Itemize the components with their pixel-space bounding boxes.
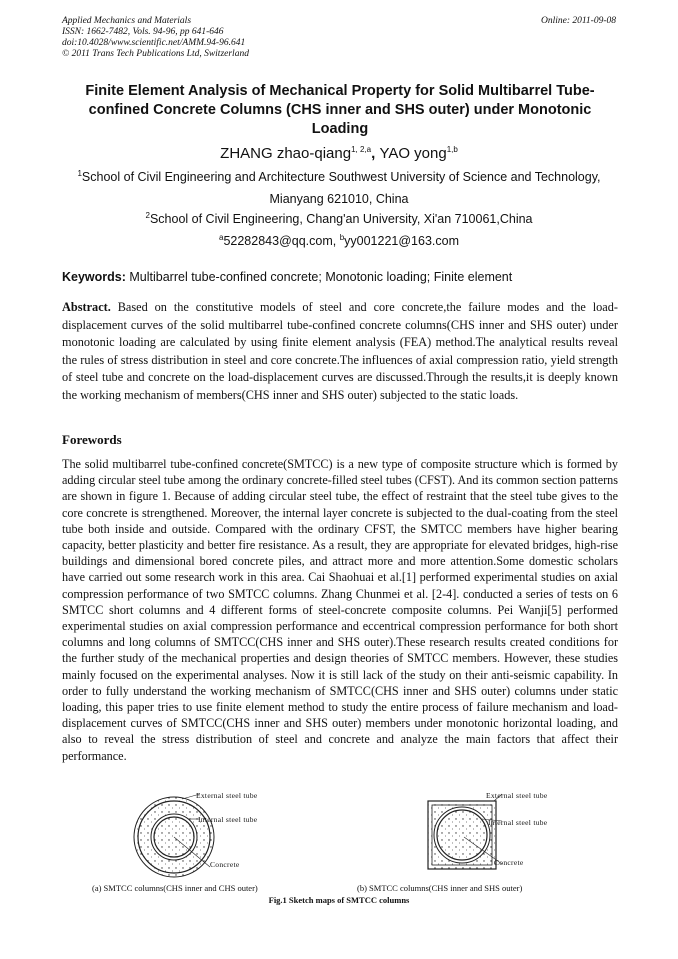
affiliation-2-sup: 2 xyxy=(145,210,150,220)
keywords-label: Keywords: xyxy=(62,270,126,284)
email-a-sup: a xyxy=(219,232,224,242)
email-b-sup: b xyxy=(339,232,345,242)
affiliation-2-text: School of Civil Engineering, Chang'an University, Xi'an 710061,China xyxy=(149,212,533,226)
page-header xyxy=(62,16,616,60)
email-a: 52282843@qq.com, xyxy=(223,234,340,248)
author-1-sup: 1, 2,a xyxy=(351,145,372,154)
abstract-label: Abstract. xyxy=(62,300,111,314)
label-b-concrete: Concrete xyxy=(494,858,524,867)
section-body: The solid multibarrel tube-confined concrete(SMTCC) is a new type of composite structure which is formed by adding circular steel tube among the ordinary concrete-filled steel tubes (CFST). And its common section patterns are shown in figure 1. Because of adding circular steel tube, the effect of restraint that the steel tube gives to the core concrete is strengthened. Moreover, the internal layer concrete is subjected to the dual-coating from the steel tube both inside and outside. Compared with the ordinary CFST, the SMTCC members have higher bearing capacity, better plasticity and better fire resistance. As a result, they are appropriate for elevated bridges, high-rise buildings and dimensional bored concrete piles, and attract more and more attention.Some domestic scholars have carried out some research work in this area. Cai Shaohuai et al.[1] performed experimental studies on axial compression performance of two SMTCC columns. Zhang Chunmei et al. [2-4]. conducted a series of tests on 6 SMTCC short columns and 4 different forms of steel-concrete composite columns. Pei Wanji[5] performed experimental studies on axial compression performance and eccentrical compression performance for both short columns and long columns of SMTCC(CHS inner and SHS outer).These research results created conditions for the further study of the mechanical properties and design theories of SMTCC members. However, these studies mainly focused on the experimental analyses. Now it is still lack of the study on their anti-seismic capability. In order to fully understand the working mechanism of SMTCC(CHS inner and SHS outer) columns under static loading, this paper tries to use finite element method to study the entire process of failure mechanism and load-displacement curves of SMTCC(CHS inner and SHS outer) members under monotonic horizontal loading, and also to reveal the stress distribution of steel and concrete and analyze the main factors that affect their performance. xyxy=(62,457,618,763)
caption-b: (b) SMTCC columns(CHS inner and SHS outer) xyxy=(357,883,523,893)
affiliation-1-line1: School of Civil Engineering and Architecture Southwest University of Science and Technology, xyxy=(81,170,601,184)
author-2-sup: 1,b xyxy=(446,145,458,154)
affiliation-2 xyxy=(0,212,678,226)
copyright-line: © 2011 Trans Tech Publications Ltd, Switzerland xyxy=(62,49,249,59)
issn-line: ISSN: 1662-7482, Vols. 94-96, pp 641-646 xyxy=(62,27,224,37)
author-2: YAO yong xyxy=(379,145,447,162)
author-separator: , xyxy=(371,145,380,162)
label-a-external: External steel tube xyxy=(196,791,258,800)
label-a-concrete: Concrete xyxy=(210,860,240,869)
diagram-a xyxy=(134,794,214,877)
author-1: ZHANG zhao-qiang xyxy=(220,145,352,162)
affiliation-1-sup: 1 xyxy=(77,168,82,178)
emails xyxy=(0,234,678,248)
affiliation-1 xyxy=(0,170,678,184)
online-date: Online: 2011-09-08 xyxy=(540,16,616,26)
figure-caption: Fig.1 Sketch maps of SMTCC columns xyxy=(268,895,410,905)
diagram-b xyxy=(428,794,502,869)
caption-a: (a) SMTCC columns(CHS inner and CHS outer) xyxy=(92,883,258,893)
label-b-external: External steel tube xyxy=(486,791,548,800)
keywords-text: Multibarrel tube-confined concrete; Monotonic loading; Finite element xyxy=(125,270,513,284)
figure-drawing xyxy=(62,789,618,879)
section-heading: Forewords xyxy=(62,432,122,447)
label-b-internal: Internal steel tube xyxy=(488,818,548,827)
journal-name: Applied Mechanics and Materials xyxy=(62,16,192,26)
label-a-internal: Internal steel tube xyxy=(198,815,258,824)
paper-title: Finite Element Analysis of Mechanical Property for Solid Multibarrel Tube-confined Concrete Columns (CHS inner and SHS outer) under Monotonic Loading xyxy=(85,83,595,137)
affiliation-1-line2: Mianyang 621010, China xyxy=(269,192,409,206)
authors-line xyxy=(0,145,678,162)
email-b: yy001221@163.com xyxy=(344,234,459,248)
keywords xyxy=(62,270,618,284)
doi-line: doi:10.4028/www.scientific.net/AMM.94-96.641 xyxy=(62,38,246,48)
abstract-text: Based on the constitutive models of steel and core concrete,the failure modes and the load-displacement curves of the solid multibarrel tube-confined concrete columns(CHS inner and SHS outer) under monotonic loading are calculated by using finite element analysis (FEA) method.The analytical results reveal the rules of stress distribution in steel and core concrete.The influences of axial compression ratio, yield strength of steel tube and concrete on the load-displacement curves are discussed.Through the results,it is deeply known the working mechanism of members(CHS inner and SHS outer) subjected to the static loads. xyxy=(62,300,618,402)
abstract xyxy=(62,299,618,405)
